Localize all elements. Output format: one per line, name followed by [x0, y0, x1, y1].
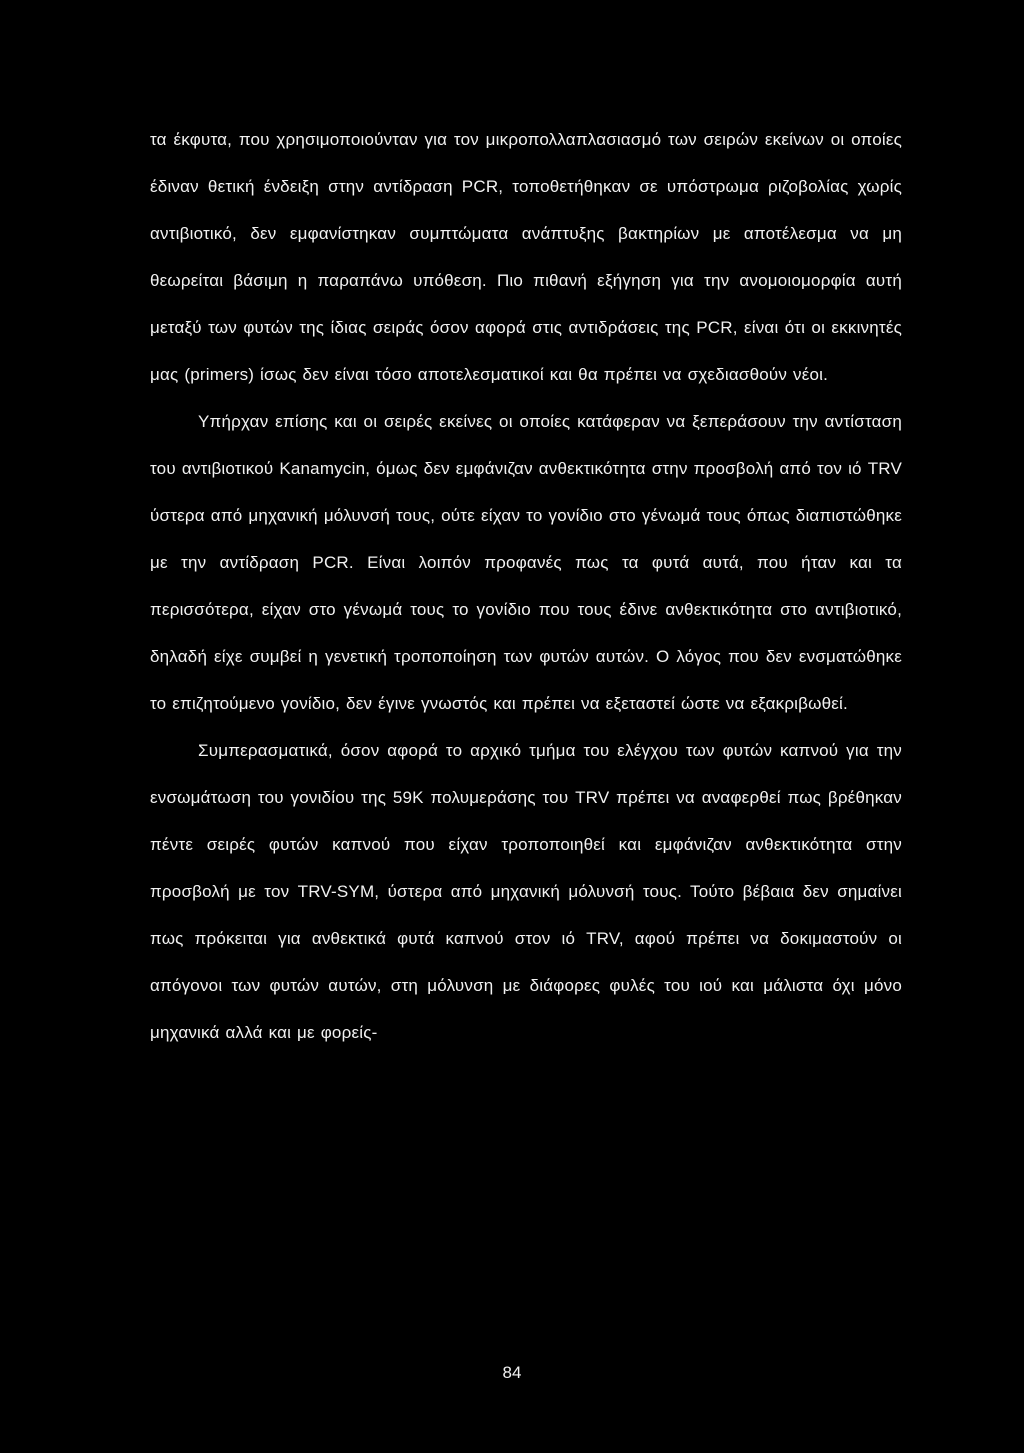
- page-number: 84: [502, 1363, 522, 1382]
- paragraph-continuation: τα έκφυτα, που χρησιμοποιούνταν για τον μικροπολλαπλασιασμό των σειρών εκείνων οι οποίες έδιναν θετική ένδειξη στην αντίδραση PCR, τοποθετήθηκαν σε υπόστρωμα ριζοβολίας χωρίς αντιβιοτικό, δεν εμφανίστηκαν συμπτώματα ανάπτυξης βακτηρίων με αποτέλεσμα να μη θεωρείται βάσιμη η παραπάνω υπόθεση. Πιο πιθανή εξήγηση για την ανομοιομορφία αυτή μεταξύ των φυτών της ίδιας σειράς όσον αφορά στις αντιδράσεις της PCR, είναι ότι οι εκκινητές μας (primers) ίσως δεν είναι τόσο αποτελεσματικοί και θα πρέπει να σχεδιασθούν νέοι.: [150, 130, 902, 384]
- body-text: [150, 116, 902, 1056]
- paragraph-conclusion: Συμπερασματικά, όσον αφορά το αρχικό τμήμα του ελέγχου των φυτών καπνού για την ενσωμάτωση του γονιδίου της 59K πολυμεράσης του TRV πρέπει να αναφερθεί πως βρέθηκαν πέντε σειρές φυτών καπνού που είχαν τροποποιηθεί και εμφάνιζαν ανθεκτικότητα στην προσβολή με τον TRV-SYM, ύστερα από μηχανική μόλυνσή τους. Τούτο βέβαια δεν σημαίνει πως πρόκειται για ανθεκτικά φυτά καπνού στον ιό TRV, αφού πρέπει να δοκιμαστούν οι απόγονοι των φυτών αυτών, στη μόλυνση με διάφορες φυλές του ιού και μάλιστα όχι μόνο μηχανικά αλλά και με φορείς-: [150, 741, 902, 1042]
- paragraph-kanamycin-resistance: Υπήρχαν επίσης και οι σειρές εκείνες οι οποίες κατάφεραν να ξεπεράσουν την αντίσταση του αντιβιοτικού Kanamycin, όμως δεν εμφάνιζαν ανθεκτικότητα στην προσβολή από τον ιό TRV ύστερα από μηχανική μόλυνσή τους, ούτε είχαν το γονίδιο στο γένωμά τους όπως διαπιστώθηκε με την αντίδραση PCR. Είναι λοιπόν προφανές πως τα φυτά αυτά, που ήταν και τα περισσότερα, είχαν στο γένωμά τους το γονίδιο που τους έδινε ανθεκτικότητα στο αντιβιοτικό, δηλαδή είχε συμβεί η γενετική τροποποίηση των φυτών αυτών. Ο λόγος που δεν ενσματώθηκε το επιζητούμενο γονίδιο, δεν έγινε γνωστός και πρέπει να εξεταστεί ώστε να εξακριβωθεί.: [150, 412, 902, 713]
